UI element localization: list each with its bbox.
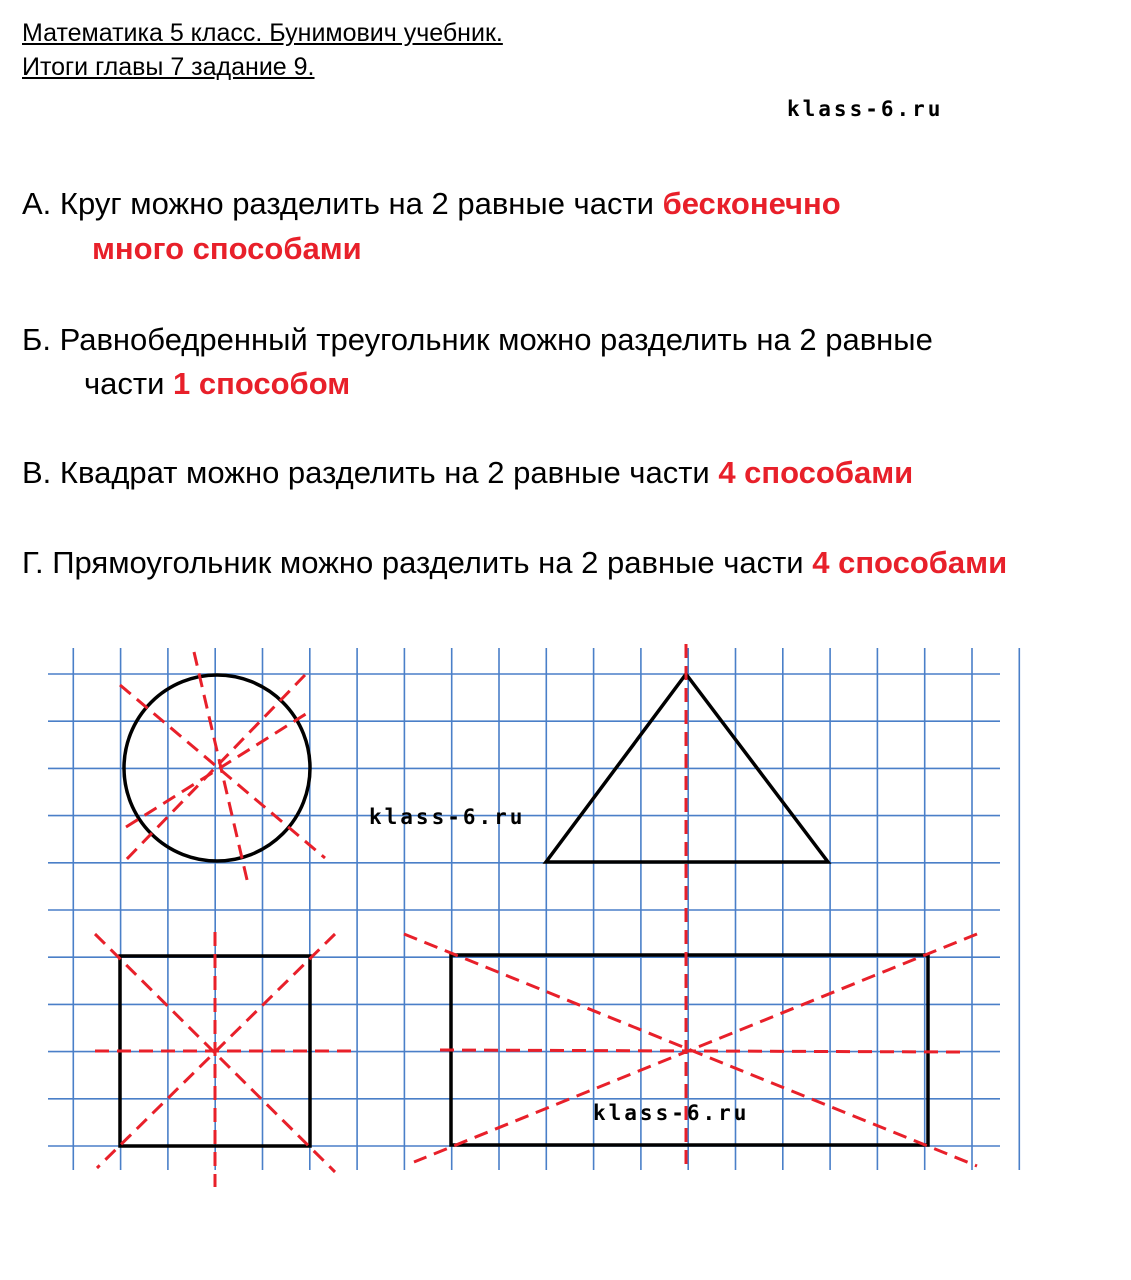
- item-b-continuation-text: части: [84, 366, 174, 401]
- item-a-answer: бесконечно: [662, 186, 841, 221]
- item-a-answer-continuation: много способами: [92, 231, 362, 266]
- item-v-text: В. Квадрат можно разделить на 2 равные части: [22, 455, 719, 490]
- square-figure: [95, 932, 355, 1187]
- site-logo-top: klass-6.ru: [787, 97, 944, 121]
- site-logo-middle: klass-6.ru: [369, 805, 526, 829]
- item-g-text: Г. Прямоугольник можно разделить на 2 равные части: [22, 545, 813, 580]
- circle-axis-4: [126, 712, 309, 827]
- grid-paper: [48, 648, 1019, 1170]
- site-logo-bottom: klass-6.ru: [593, 1101, 750, 1125]
- item-b-answer: 1 способом: [173, 366, 351, 401]
- item-g-answer: 4 способами: [812, 545, 1008, 580]
- rectangle-figure: [404, 934, 977, 1166]
- header-line-2: Итоги главы 7 задание 9.: [22, 53, 315, 81]
- item-v-answer: 4 способами: [718, 455, 914, 490]
- header-line-1: Математика 5 класс. Бунимович учебник.: [22, 19, 503, 47]
- item-a-text: А. Круг можно разделить на 2 равные части: [22, 186, 663, 221]
- item-b-text: Б. Равнобедренный треугольник можно разделить на 2 равные: [22, 322, 933, 357]
